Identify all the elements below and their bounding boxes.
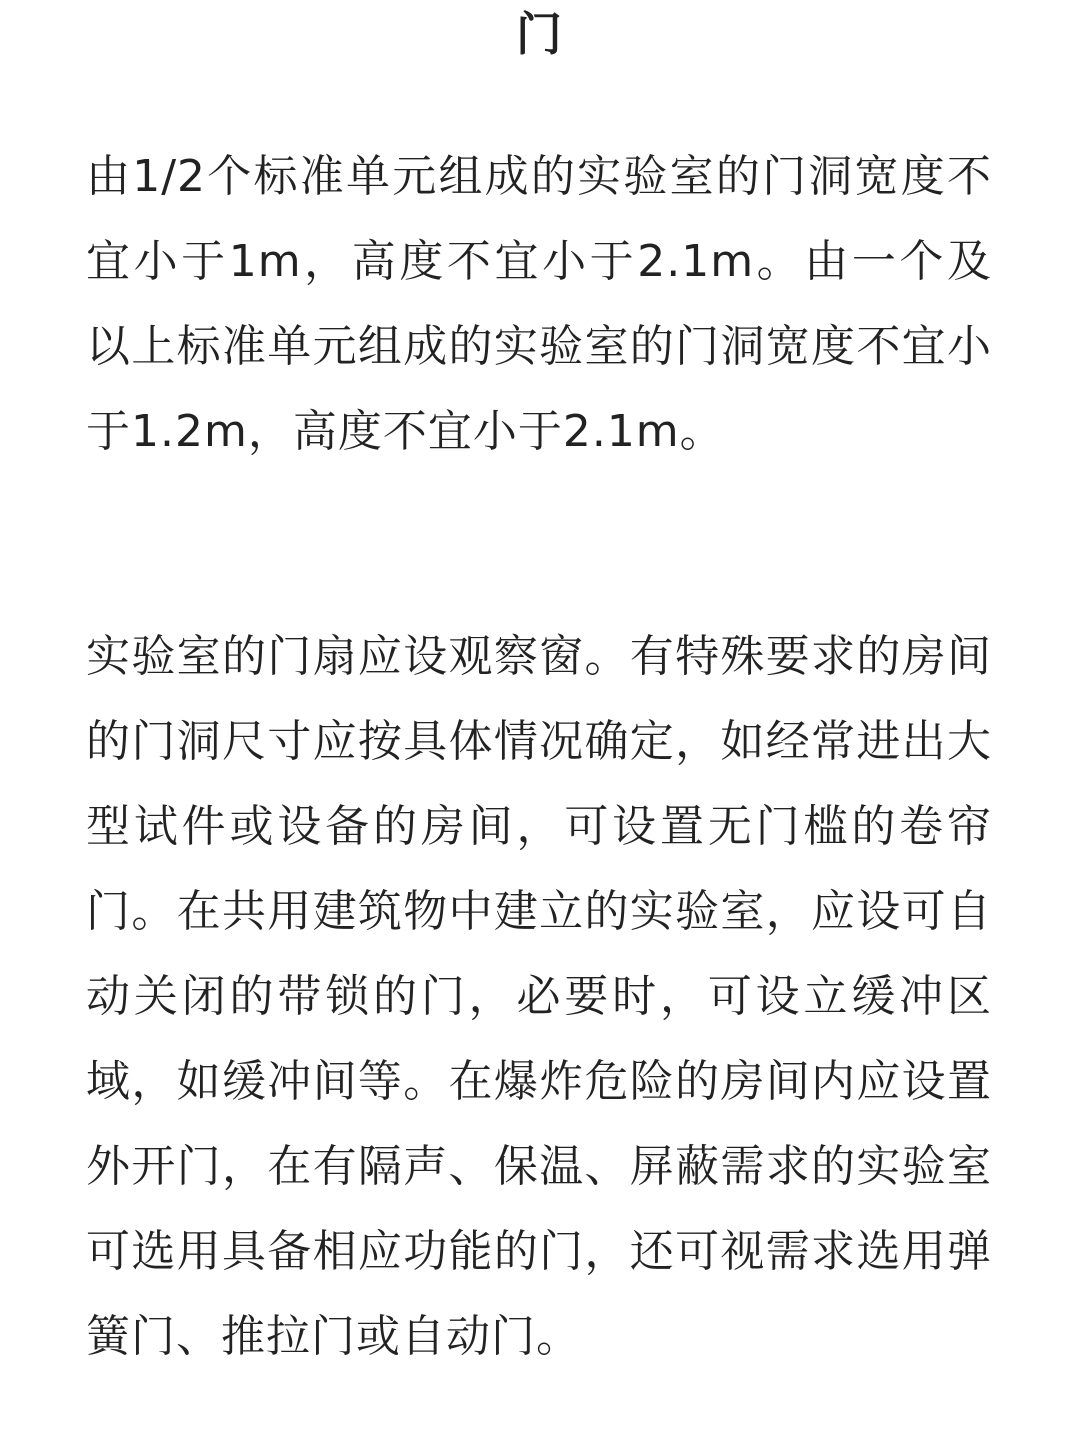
page-title: 门 [516, 7, 562, 61]
paragraph-door-requirements: 实验室的门扇应设观察窗。有特殊要求的房间的门洞尺寸应按具体情况确定，如经常进出大型试件或设备的房间，可设置无门槛的卷帘门。在共用建筑物中建立的实验室，应设可自动关闭的带锁的门，必要时，可设立缓冲区域，如缓冲间等。在爆炸危险的房间内应设置外开门，在有隔声、保温、屏蔽需求的实验室可选用具备相应功能的门，还可视需求选用弹簧门、推拉门或自动门。 [86, 631, 992, 1362]
paragraph-door-dimensions: 由1/2个标准单元组成的实验室的门洞宽度不宜小于1m，高度不宜小于2.1m。由一个及以上标准单元组成的实验室的门洞宽度不宜小于1.2m，高度不宜小于2.1m。 [86, 151, 992, 457]
